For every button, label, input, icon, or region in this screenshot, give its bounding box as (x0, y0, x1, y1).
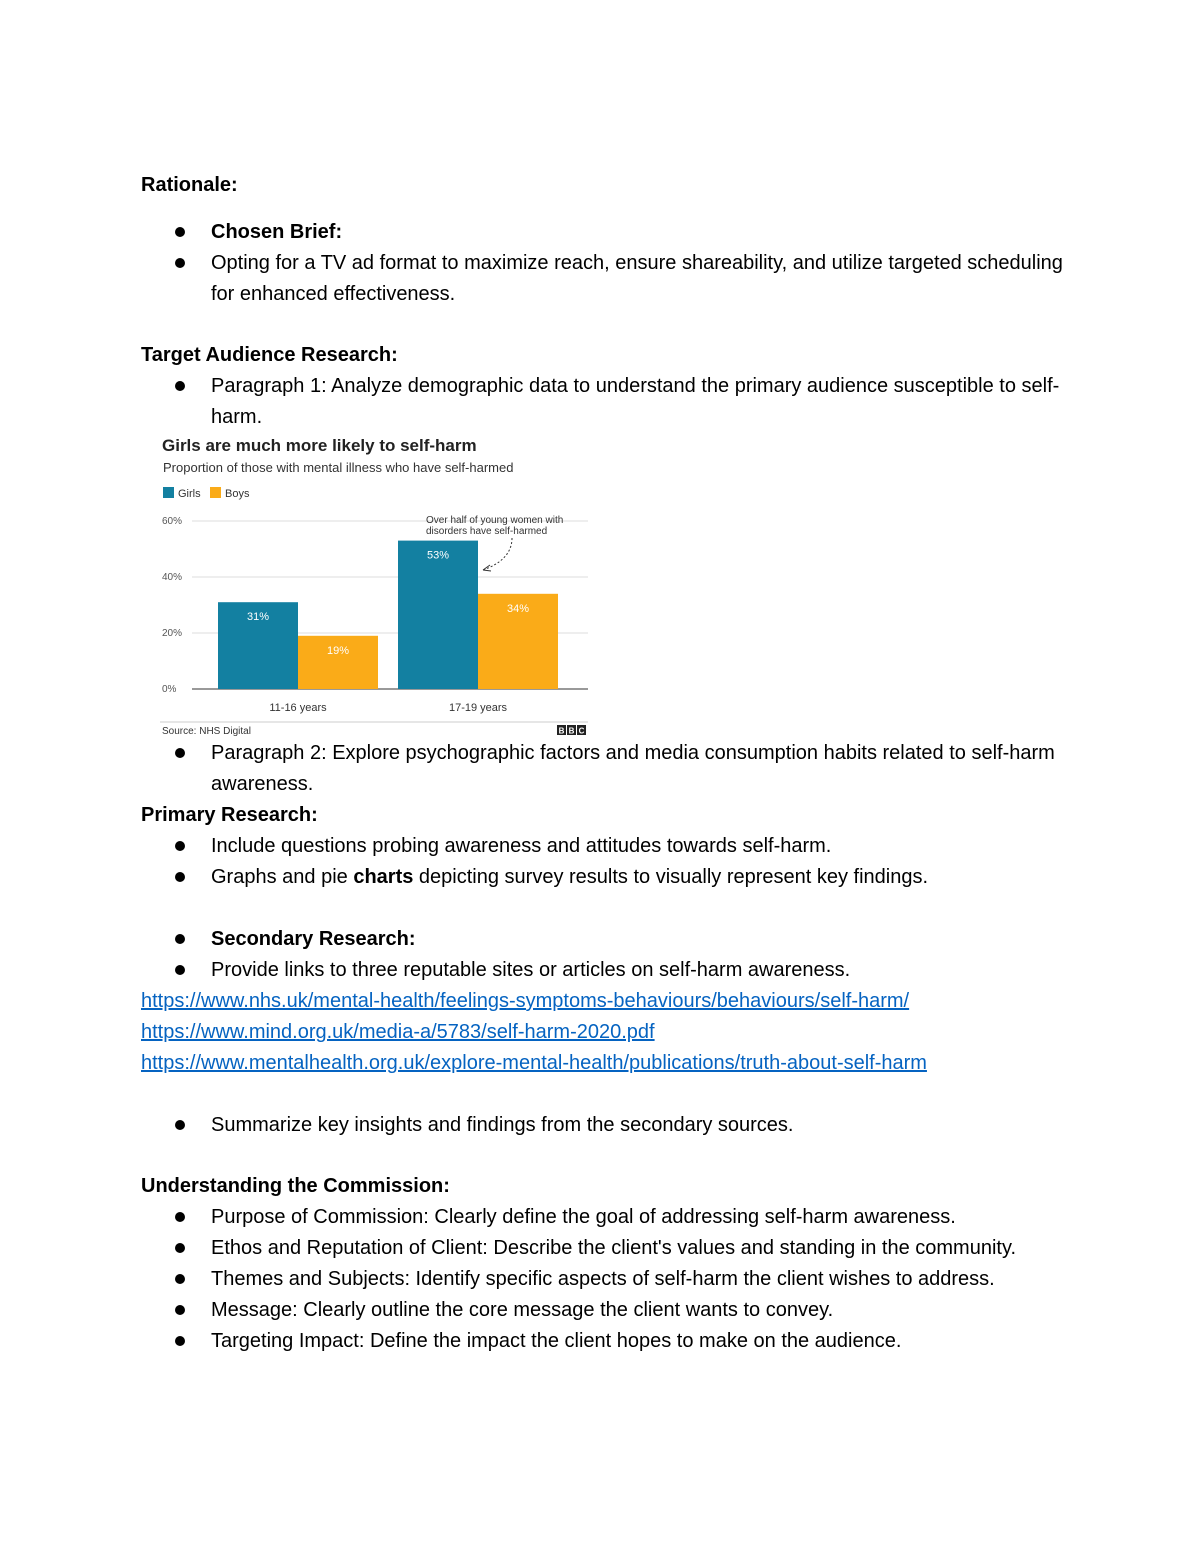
target-audience-heading: Target Audience Research: (141, 344, 398, 366)
list-item: Graphs and pie charts depicting survey results to visually represent key findings. (141, 862, 1071, 893)
bar-girls-1 (398, 541, 478, 689)
legend-boys-label: Boys (225, 488, 250, 500)
bar-label: 19% (326, 644, 350, 657)
secondary-research-list (141, 924, 1071, 986)
bar-label: 31% (246, 611, 270, 624)
link-mentalhealth[interactable]: https://www.mentalhealth.org.uk/explore-mental-health/publications/truth-about-self-harm (141, 1052, 927, 1074)
list-item: Summarize key insights and findings from the secondary sources. (141, 1110, 1071, 1141)
bullet-icon (175, 1336, 185, 1346)
chart-subtitle: Proportion of those with mental illness who have self-harmed (163, 460, 514, 475)
secondary-summary-list (141, 1110, 1071, 1141)
x-tick-label: 17-19 years (448, 702, 508, 714)
svg-text:C: C (578, 726, 585, 736)
commission-list (141, 1202, 1071, 1357)
legend-boys-swatch (210, 487, 221, 498)
bullet-icon (175, 748, 185, 758)
list-item: Paragraph 1: Analyze demographic data to understand the primary audience susceptible to self-harm. (141, 371, 1071, 433)
target-audience-list (141, 371, 1071, 433)
y-tick-label: 0% (162, 684, 177, 695)
bar-label: 53% (426, 549, 450, 562)
bar-label: 34% (506, 602, 530, 615)
bullet-icon (175, 1243, 185, 1253)
annotation-line-1: Over half of young women with (426, 515, 564, 526)
chart-source: Source: NHS Digital (162, 726, 251, 737)
bbc-logo (557, 725, 586, 736)
annotation-line-2: disorders have self-harmed (426, 526, 548, 537)
list-item: Purpose of Commission: Clearly define the goal of addressing self-harm awareness. (141, 1202, 1071, 1233)
y-tick-label: 40% (162, 572, 183, 583)
list-item: Chosen Brief: (141, 217, 1071, 248)
annotation-arrow (483, 538, 512, 570)
rationale-list (141, 217, 1071, 310)
self-harm-bar-chart (160, 432, 590, 738)
list-item: Themes and Subjects: Identify specific aspects of self-harm the client wishes to address. (141, 1264, 1071, 1295)
list-item: Include questions probing awareness and attitudes towards self-harm. (141, 831, 1071, 862)
primary-research-list (141, 831, 1071, 893)
x-tick-label: 11-16 years (269, 702, 327, 714)
list-item: Secondary Research: (141, 924, 1071, 955)
rationale-heading: Rationale: (141, 174, 238, 196)
link-nhs[interactable]: https://www.nhs.uk/mental-health/feelings-symptoms-behaviours/behaviours/self-harm/ (141, 990, 910, 1012)
bullet-icon (175, 965, 185, 975)
list-item: Targeting Impact: Define the impact the client hopes to make on the audience. (141, 1326, 1071, 1357)
chart-y-axis (162, 516, 182, 695)
primary-research-heading: Primary Research: (141, 804, 318, 826)
legend-girls-label: Girls (178, 488, 201, 500)
y-tick-label: 60% (162, 516, 183, 527)
list-item: Opting for a TV ad format to maximize reach, ensure shareability, and utilize targeted scheduling for enhanced effectiveness. (141, 248, 1071, 310)
link-mind[interactable]: https://www.mind.org.uk/media-a/5783/self-harm-2020.pdf (141, 1021, 655, 1043)
svg-text:B: B (568, 726, 575, 736)
y-tick-label: 20% (162, 628, 183, 639)
commission-heading: Understanding the Commission: (141, 1175, 450, 1197)
svg-text:B: B (558, 726, 565, 736)
bullet-icon (175, 872, 185, 882)
bar-boys-0 (298, 636, 378, 689)
chart-title: Girls are much more likely to self-harm (162, 436, 477, 455)
list-item: Message: Clearly outline the core message the client wants to convey. (141, 1295, 1071, 1326)
list-item: Ethos and Reputation of Client: Describe the client's values and standing in the community. (141, 1233, 1071, 1264)
bullet-icon (175, 258, 185, 268)
chart-annotation (426, 515, 566, 537)
legend-girls-swatch (163, 487, 174, 498)
bullet-icon (175, 227, 185, 237)
bullet-icon (175, 1120, 185, 1130)
bullet-icon (175, 934, 185, 944)
target-audience-list-2 (141, 738, 1071, 800)
secondary-links (141, 986, 1071, 1079)
bullet-icon (175, 1274, 185, 1284)
bullet-icon (175, 1305, 185, 1315)
list-item: Provide links to three reputable sites or articles on self-harm awareness. (141, 955, 1071, 986)
bullet-icon (175, 841, 185, 851)
list-item: Paragraph 2: Explore psychographic factors and media consumption habits related to self-harm awareness. (141, 738, 1071, 800)
bullet-icon (175, 1212, 185, 1222)
bullet-icon (175, 381, 185, 391)
chart-x-axis (269, 702, 507, 714)
